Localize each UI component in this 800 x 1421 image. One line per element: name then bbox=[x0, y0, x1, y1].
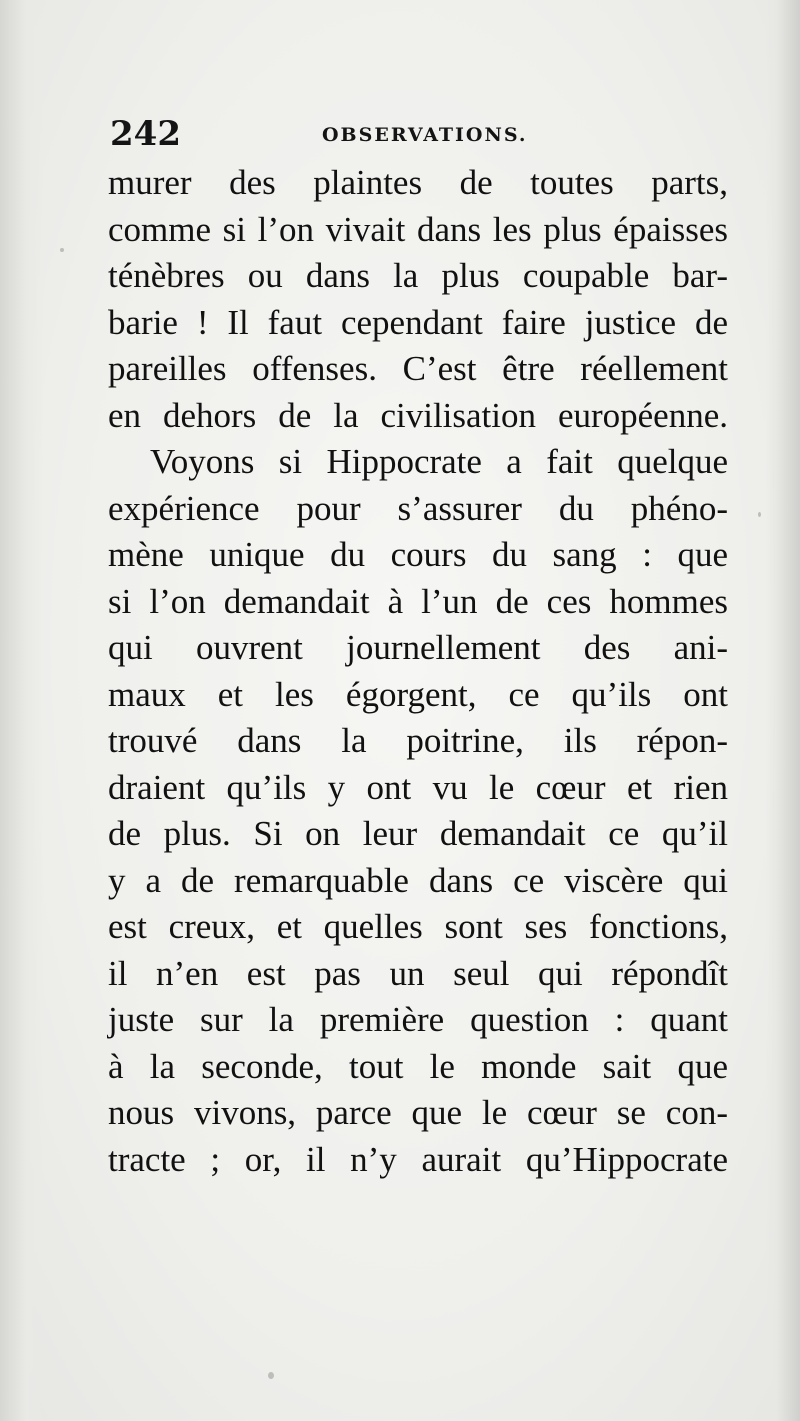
text-line: trouvé dans la poitrine, ils répon- bbox=[108, 721, 728, 760]
text-line: expérience pour s’assurer du phéno- bbox=[108, 488, 728, 528]
running-head: OBSERVATIONS. bbox=[322, 124, 528, 146]
text-line: nous vivons, parce que le cœur se con- bbox=[108, 1093, 728, 1132]
text-line: qui ouvrent journellement des ani- bbox=[108, 628, 728, 667]
text-line: barie ! Il faut cependant faire justice de bbox=[108, 302, 728, 342]
text-line: draient qu’ils y ont vu le cœur et rien bbox=[108, 767, 728, 807]
paper-speck bbox=[758, 512, 761, 517]
text-line: il n’en est pas un seul qui répondît bbox=[108, 953, 728, 993]
text-line: à la seconde, tout le monde sait que bbox=[108, 1046, 728, 1086]
paper-speck bbox=[268, 1372, 274, 1379]
body-text bbox=[108, 160, 728, 1183]
paper-speck bbox=[60, 248, 64, 252]
text-line: mène unique du cours du sang : que bbox=[108, 535, 728, 574]
text-line: tracte ; or, il n’y aurait qu’Hippocrate bbox=[108, 1139, 728, 1179]
text-line: si l’on demandait à l’un de ces hommes bbox=[108, 581, 728, 621]
left-page-edge bbox=[0, 0, 44, 1421]
text-line: de plus. Si on leur demandait ce qu’il bbox=[108, 814, 728, 853]
text-line: comme si l’on vivait dans les plus épaisses bbox=[108, 209, 728, 249]
text-line: pareilles offenses. C’est être réellement bbox=[108, 349, 728, 388]
text-line: y a de remarquable dans ce viscère qui bbox=[108, 860, 728, 900]
text-line: ténèbres ou dans la plus coupable bar- bbox=[108, 256, 728, 295]
text-line: murer des plaintes de toutes parts, bbox=[108, 163, 728, 202]
right-page-edge bbox=[766, 0, 800, 1421]
page-header bbox=[110, 114, 725, 154]
paragraph-start-line: Voyons si Hippocrate a fait quelque bbox=[150, 442, 728, 481]
page-number: 242 bbox=[110, 114, 181, 154]
text-line: en dehors de la civilisation européenne. bbox=[108, 395, 728, 435]
text-line: maux et les égorgent, ce qu’ils ont bbox=[108, 674, 728, 714]
text-line: est creux, et quelles sont ses fonctions, bbox=[108, 907, 728, 946]
text-line: juste sur la première question : quant bbox=[108, 1000, 728, 1039]
